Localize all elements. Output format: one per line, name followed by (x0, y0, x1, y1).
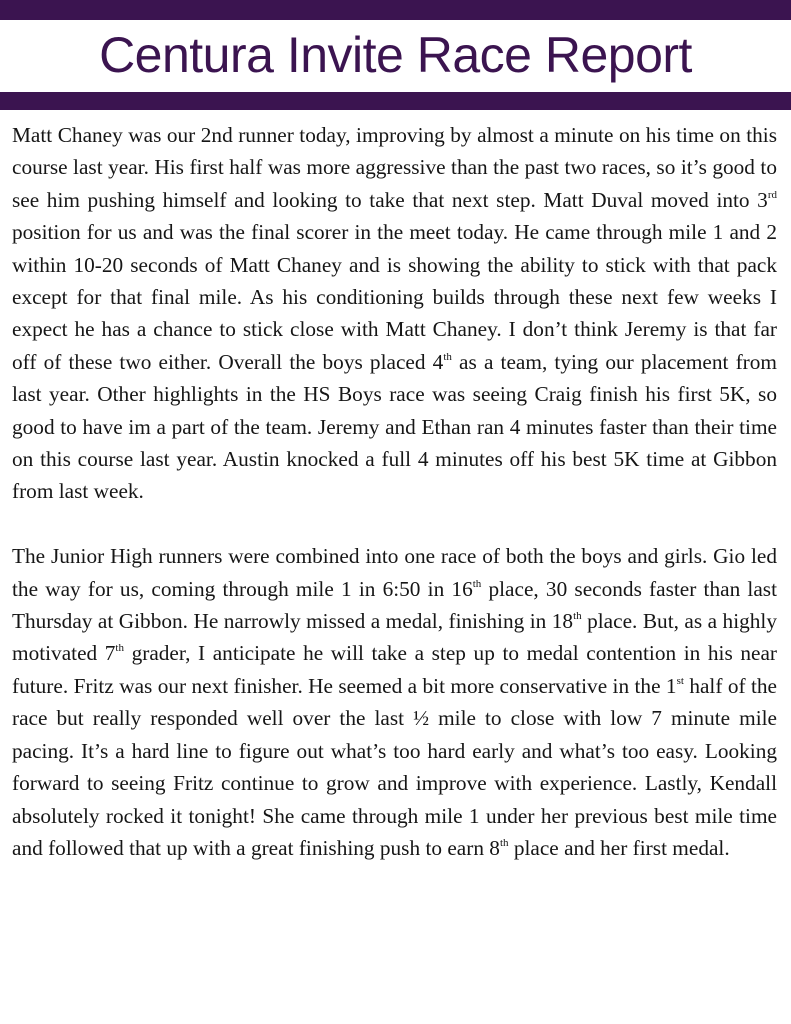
ordinal-suffix: th (573, 610, 582, 623)
text-run: place and her first medal. (508, 835, 730, 860)
text-run: position for us and was the final scorer in the meet today. He came through mile 1 and 2 within 10-20 seconds of Matt Chaney and is showing the ability to stick with that pack except for that final mile. As his conditioning builds through these next few weeks I expect he has a chance to stick close with Matt Chaney. I don’t think Jeremy is that far off of these two either. Overall the boys placed 4 (12, 220, 777, 374)
ordinal-suffix: th (499, 836, 509, 849)
report-body (12, 119, 777, 864)
header-top-bar (0, 0, 791, 20)
ordinal-suffix: th (443, 350, 452, 363)
text-run: place. But, as a highly motivated 7 (12, 609, 777, 666)
ordinal-suffix: th (115, 642, 124, 655)
paragraph-2 (12, 540, 777, 864)
ordinal-suffix: th (472, 577, 482, 590)
text-run: The Junior High runners were combined into one race of both the boys and girls. Gio led the way for us, coming through mile 1 in 6:50 in 16 (12, 544, 777, 601)
text-run: grader, I anticipate he will take a step up to medal contention in his near future. Fritz was our next finisher. He seemed a bit more conservative in the 1 (12, 641, 777, 698)
ordinal-suffix: st (676, 674, 684, 687)
paragraph-1 (12, 119, 777, 508)
page-title: Centura Invite Race Report (99, 27, 692, 83)
ordinal-suffix: rd (767, 188, 777, 201)
header-bottom-bar (0, 92, 791, 110)
text-run: place, 30 seconds faster than last Thursday at Gibbon. He narrowly missed a medal, finishing in 18 (12, 576, 777, 634)
text-run: as a team, tying our placement from last year. Other highlights in the HS Boys race was seeing Craig finish his first 5K, so good to have im a part of the team. Jeremy and Ethan ran 4 minutes faster than their time on this course last year. Austin knocked a full 4 minutes off his best 5K time at Gibbon from last week. (12, 349, 777, 504)
text-run: Matt Chaney was our 2nd runner today, improving by almost a minute on his time on this course last year. His first half was more aggressive than the past two races, so it’s good to see him pushing himself and looking to take that next step. Matt Duval moved into 3 (12, 123, 777, 212)
text-run: half of the race but really responded well over the last ½ mile to close with low 7 minute mile pacing. It’s a hard line to figure out what’s too hard early and what’s too easy. Looking forward to seeing Fritz continue to grow and improve with experience. Lastly, Kendall absolutely rocked it tonight! She came through mile 1 under her previous best mile time and followed that up with a great finishing push to earn 8 (12, 673, 777, 860)
